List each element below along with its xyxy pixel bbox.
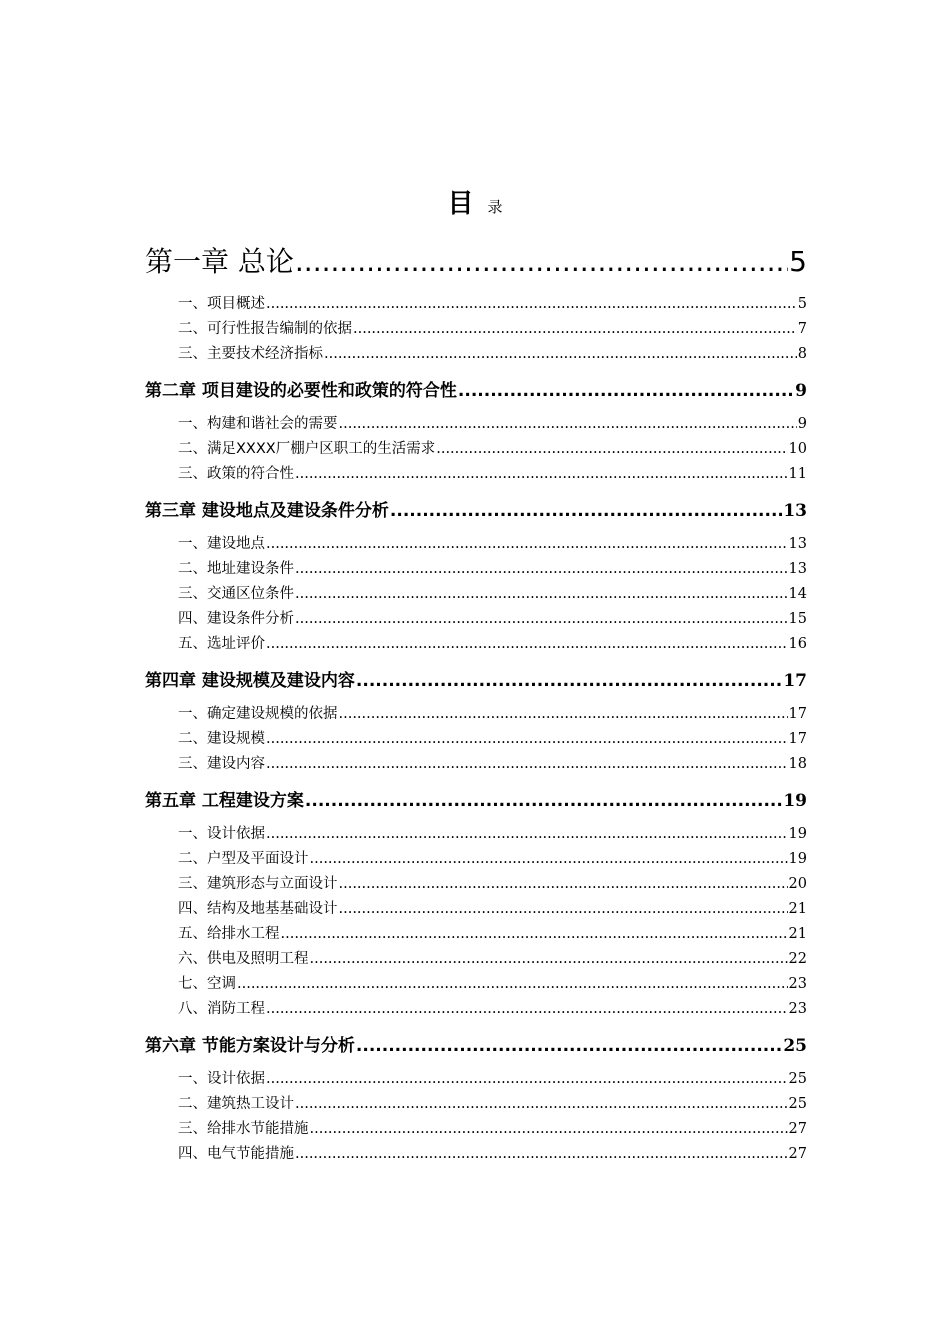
section-label: 四、建设条件分析: [178, 611, 294, 627]
toc-section[interactable]: [145, 872, 807, 897]
page-number: 13: [788, 536, 807, 552]
dot-leader: [339, 901, 788, 917]
toc-section[interactable]: [145, 922, 807, 947]
page-number: 25: [788, 1096, 807, 1112]
page-number: 9: [797, 416, 807, 432]
dot-leader: [339, 876, 788, 892]
toc-section[interactable]: [145, 342, 807, 367]
page-number: 22: [788, 951, 807, 967]
section-label: 一、构建和谐社会的需要: [178, 416, 338, 432]
dot-leader: [436, 441, 787, 457]
page-number: 19: [788, 851, 807, 867]
dot-leader: [324, 346, 797, 362]
toc-title-sub: 录: [487, 198, 503, 216]
toc-section[interactable]: [145, 292, 807, 317]
toc-section[interactable]: [145, 727, 807, 752]
page-number: 21: [788, 901, 807, 917]
toc-section[interactable]: [145, 462, 807, 487]
section-label: 三、交通区位条件: [178, 586, 294, 602]
dot-leader: [310, 1121, 788, 1137]
dot-leader: [339, 416, 797, 432]
page-number: 21: [788, 926, 807, 942]
section-label: 七、空调: [178, 976, 236, 992]
toc-chapter[interactable]: [145, 786, 807, 812]
section-label: 六、供电及照明工程: [178, 951, 309, 967]
dot-leader: [295, 611, 788, 627]
dot-leader: [266, 756, 788, 772]
toc-section[interactable]: [145, 632, 807, 657]
toc-section[interactable]: [145, 702, 807, 727]
toc-section[interactable]: [145, 437, 807, 462]
toc-chapter[interactable]: [145, 496, 807, 522]
dot-leader: [266, 536, 788, 552]
page-number: 8: [797, 346, 807, 362]
toc-section[interactable]: [145, 582, 807, 607]
dot-leader: [458, 381, 794, 401]
section-label: 五、选址评价: [178, 636, 265, 652]
page-number: 27: [788, 1146, 807, 1162]
toc-section[interactable]: [145, 412, 807, 437]
page-number: 23: [788, 1001, 807, 1017]
section-label: 三、主要技术经济指标: [178, 346, 323, 362]
page-number: 17: [788, 706, 807, 722]
dot-leader: [339, 706, 788, 722]
section-label: 三、给排水节能措施: [178, 1121, 309, 1137]
toc-chapter[interactable]: [145, 240, 807, 284]
dot-leader: [305, 791, 782, 811]
page-number: 19: [783, 791, 807, 811]
toc-chapter[interactable]: [145, 376, 807, 402]
section-label: 八、消防工程: [178, 1001, 265, 1017]
dot-leader: [353, 321, 797, 337]
dot-leader: [266, 826, 788, 842]
dot-leader: [390, 501, 782, 521]
toc-section[interactable]: [145, 752, 807, 777]
toc-section[interactable]: [145, 557, 807, 582]
section-label: 四、电气节能措施: [178, 1146, 294, 1162]
page-number: 13: [788, 561, 807, 577]
dot-leader: [295, 586, 788, 602]
section-label: 二、满足XXXX厂棚户区职工的生活需求: [178, 441, 436, 457]
page-number: 18: [788, 756, 807, 772]
dot-leader: [295, 1146, 788, 1162]
section-label: 一、项目概述: [178, 296, 265, 312]
dot-leader: [266, 731, 788, 747]
dot-leader: [356, 671, 782, 691]
section-label: 二、可行性报告编制的依据: [178, 321, 352, 337]
section-label: 三、政策的符合性: [178, 466, 294, 482]
dot-leader: [310, 851, 788, 867]
toc-section[interactable]: [145, 1142, 807, 1167]
page-number: 13: [783, 501, 807, 521]
page-number: 11: [788, 466, 807, 482]
page-number: 10: [788, 441, 807, 457]
page-number: 19: [788, 826, 807, 842]
toc-section[interactable]: [145, 897, 807, 922]
page-number: 25: [788, 1071, 807, 1087]
page-number: 15: [788, 611, 807, 627]
page-number: 23: [788, 976, 807, 992]
toc-section[interactable]: [145, 947, 807, 972]
chapter-label: 第五章 工程建设方案: [145, 791, 304, 811]
dot-leader: [266, 1001, 788, 1017]
toc-section[interactable]: [145, 997, 807, 1022]
page-number: 17: [783, 671, 807, 691]
dot-leader: [237, 976, 788, 992]
page-number: 16: [788, 636, 807, 652]
dot-leader: [356, 1036, 782, 1056]
section-label: 二、建筑热工设计: [178, 1096, 294, 1112]
toc-section[interactable]: [145, 1067, 807, 1092]
toc-title-main: 目: [447, 189, 474, 219]
page-number: 5: [789, 245, 807, 278]
dot-leader: [266, 296, 797, 312]
toc-section[interactable]: [145, 607, 807, 632]
section-label: 一、确定建设规模的依据: [178, 706, 338, 722]
section-label: 五、给排水工程: [178, 926, 280, 942]
section-label: 三、建设内容: [178, 756, 265, 772]
page-number: 9: [795, 381, 807, 401]
chapter-label: 第六章 节能方案设计与分析: [145, 1036, 355, 1056]
dot-leader: [281, 926, 788, 942]
page-number: 7: [797, 321, 807, 337]
dot-leader: [266, 1071, 788, 1087]
toc-section[interactable]: [145, 532, 807, 557]
dot-leader: [295, 245, 788, 278]
section-label: 二、建设规模: [178, 731, 265, 747]
toc-title: [0, 183, 950, 220]
section-label: 一、设计依据: [178, 1071, 265, 1087]
toc-section[interactable]: [145, 972, 807, 997]
chapter-label: 第一章 总论: [145, 245, 294, 278]
section-label: 一、建设地点: [178, 536, 265, 552]
page-number: 20: [788, 876, 807, 892]
dot-leader: [295, 561, 788, 577]
toc-section[interactable]: [145, 822, 807, 847]
dot-leader: [295, 466, 788, 482]
dot-leader: [310, 951, 788, 967]
toc-chapter[interactable]: [145, 666, 807, 692]
page-number: 5: [797, 296, 807, 312]
page-number: 17: [788, 731, 807, 747]
section-label: 一、设计依据: [178, 826, 265, 842]
dot-leader: [295, 1096, 788, 1112]
table-of-contents: [145, 240, 807, 1167]
page-number: 25: [783, 1036, 807, 1056]
toc-section[interactable]: [145, 1117, 807, 1142]
section-label: 三、建筑形态与立面设计: [178, 876, 338, 892]
dot-leader: [266, 636, 788, 652]
chapter-label: 第二章 项目建设的必要性和政策的符合性: [145, 381, 457, 401]
toc-section[interactable]: [145, 317, 807, 342]
section-label: 二、地址建设条件: [178, 561, 294, 577]
page-number: 14: [788, 586, 807, 602]
page-number: 27: [788, 1121, 807, 1137]
toc-section[interactable]: [145, 847, 807, 872]
chapter-label: 第四章 建设规模及建设内容: [145, 671, 355, 691]
toc-chapter[interactable]: [145, 1031, 807, 1057]
toc-section[interactable]: [145, 1092, 807, 1117]
section-label: 四、结构及地基基础设计: [178, 901, 338, 917]
section-label: 二、户型及平面设计: [178, 851, 309, 867]
chapter-label: 第三章 建设地点及建设条件分析: [145, 501, 389, 521]
